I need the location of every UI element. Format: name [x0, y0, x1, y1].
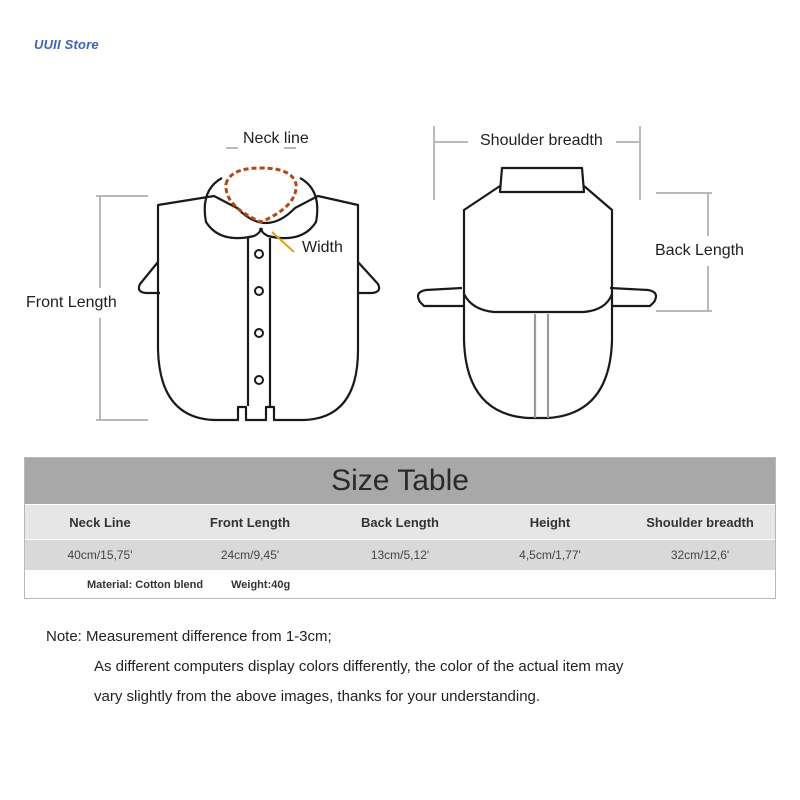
value-front-length: 24cm/9,45': [220, 548, 280, 562]
value-shoulder-breadth: 32cm/12,6': [670, 548, 730, 562]
note-line-1: Note: Measurement difference from 1-3cm;: [46, 628, 332, 645]
size-table: [24, 457, 776, 599]
back-pleat: [535, 314, 548, 418]
header-height: Height: [529, 514, 571, 530]
width-arrow: [272, 232, 294, 252]
back-dimension-lines: [434, 126, 712, 311]
size-table-title: Size Table: [25, 458, 775, 505]
value-back-length: 13cm/5,12': [370, 548, 430, 562]
header-back-length: Back Length: [360, 514, 439, 530]
right-strap: [358, 262, 379, 293]
front-length-label: Front Length: [26, 294, 117, 311]
shoulder-breadth-label: Shoulder breadth: [480, 132, 603, 149]
front-collar-left: [205, 178, 261, 238]
header-front-length: Front Length: [209, 514, 291, 530]
material-text: Material: Cotton blend: [87, 579, 204, 591]
back-length-label: Back Length: [655, 242, 744, 259]
note-line-2: As different computers display colors differently, the color of the actual item may: [94, 658, 624, 675]
size-table-value-row: [25, 540, 775, 570]
front-dimension-lines: [96, 148, 296, 420]
weight-text: Weight:40g: [231, 579, 291, 591]
back-left-strap: [418, 288, 464, 306]
width-label: Width: [302, 239, 343, 256]
neck-line-label: Neck line: [243, 130, 309, 147]
size-table-header-row: [25, 505, 775, 540]
button-2: [255, 287, 263, 295]
front-bib: [158, 196, 358, 420]
button-3: [255, 329, 263, 337]
back-right-strap: [610, 288, 656, 306]
neck-line-highlight: [226, 168, 296, 222]
value-height: 4,5cm/1,77': [519, 548, 581, 562]
back-yoke: [464, 186, 612, 312]
button-4: [255, 376, 263, 384]
back-collar-band: [500, 168, 584, 192]
header-shoulder-breadth: Shoulder breadth: [646, 514, 754, 530]
front-collar-right: [262, 178, 318, 238]
store-name: UUII Store: [34, 37, 99, 52]
note-line-3: vary slightly from the above images, thanks for your understanding.: [94, 688, 541, 705]
size-table-footer: [25, 570, 775, 600]
back-collar-drawing: [418, 168, 656, 418]
left-strap: [139, 262, 160, 293]
value-neck-line: 40cm/15,75': [67, 548, 133, 562]
header-neck-line: Neck Line: [69, 514, 131, 530]
button-1: [255, 250, 263, 258]
note-block: [46, 622, 623, 712]
